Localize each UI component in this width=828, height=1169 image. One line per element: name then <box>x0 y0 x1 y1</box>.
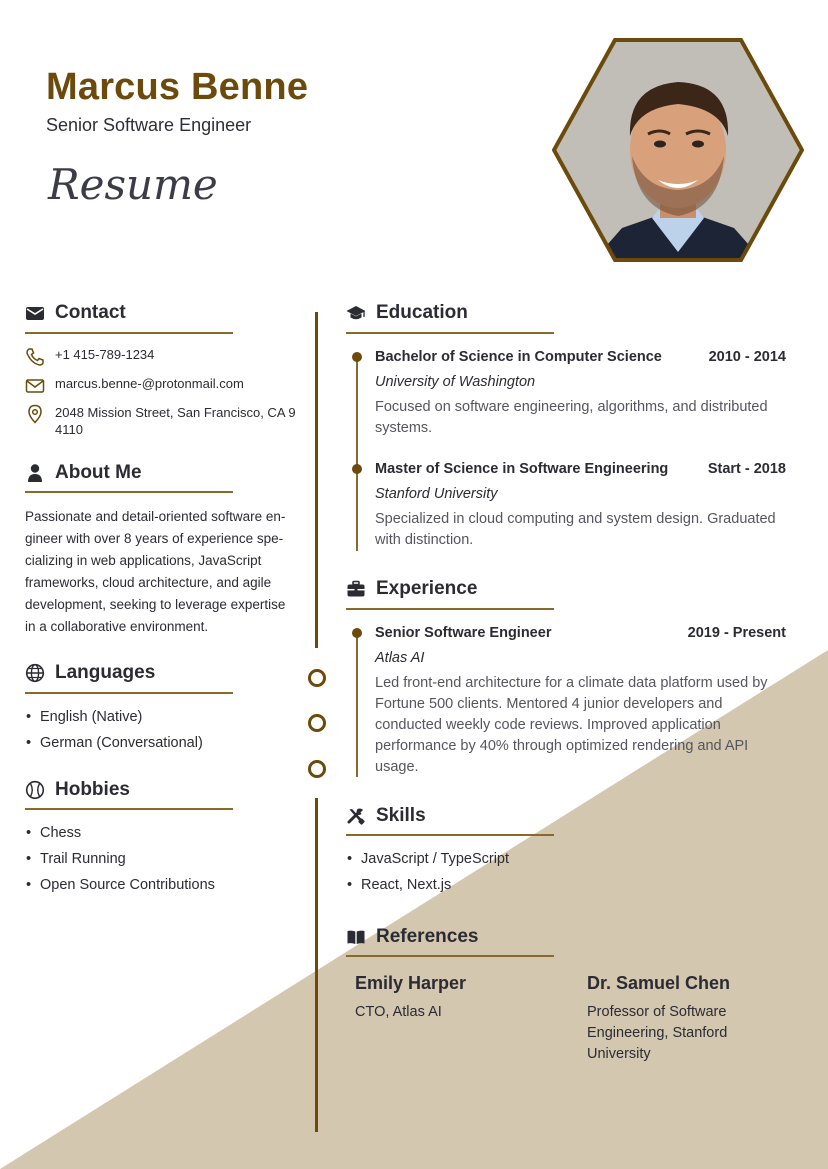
timeline-dot <box>352 464 362 474</box>
skills-heading-label: Skills <box>376 805 426 826</box>
mail-icon <box>25 376 45 396</box>
language-item: • German (Conversational) <box>25 730 203 756</box>
about-text <box>25 506 290 638</box>
languages-rule <box>25 692 233 694</box>
references-heading <box>346 926 478 948</box>
hobbies-rule <box>25 808 233 810</box>
graduation-cap-icon <box>346 303 366 323</box>
contact-phone-row <box>25 347 154 367</box>
candidate-name: Marcus Benne <box>46 66 309 108</box>
hobby-item: • Chess <box>25 820 215 846</box>
reference-name: Emily Harper <box>355 973 467 993</box>
education-desc-line: Focused on software engineering, algorithms, and distributed <box>375 399 768 415</box>
hobbies-heading-label: Hobbies <box>55 779 130 800</box>
reference-card <box>355 973 466 1023</box>
experience-heading <box>346 578 477 600</box>
education-description <box>375 509 795 551</box>
divider-ring <box>308 669 326 687</box>
about-line: in a collaborative environment. <box>25 619 209 634</box>
languages-list <box>25 704 203 756</box>
contact-phone[interactable]: +1 415-789-1234 <box>55 347 155 362</box>
contact-address-line2: 4110 <box>55 422 83 437</box>
about-line: gineer with over 8 years of experience spe- <box>25 531 284 546</box>
contact-heading-label: Contact <box>55 302 126 323</box>
phone-icon <box>25 347 45 367</box>
hobbies-list <box>25 820 215 898</box>
experience-rule <box>346 608 554 610</box>
reference-role <box>355 1002 466 1023</box>
education-heading-label: Education <box>376 302 468 323</box>
reference-role-line: Professor of Software <box>587 1004 727 1020</box>
timeline-dot <box>352 628 362 638</box>
education-desc-line: with distinction. <box>375 532 474 548</box>
experience-desc-line: Led front-end architecture for a climate data platform used by <box>375 675 768 691</box>
book-icon <box>346 927 366 947</box>
map-pin-icon <box>25 404 45 424</box>
experience-company: Atlas AI <box>375 650 425 666</box>
reference-role <box>587 1002 730 1065</box>
education-desc-line: Specialized in cloud computing and system design. Graduated <box>375 511 776 527</box>
profile-photo <box>552 38 804 262</box>
skill-item: • JavaScript / TypeScript <box>346 846 509 872</box>
about-line: development, seeking to leverage expertise <box>25 597 286 612</box>
reference-name: Dr. Samuel Chen <box>587 973 731 993</box>
divider-ring <box>308 714 326 732</box>
skills-heading <box>346 805 426 827</box>
education-heading <box>346 302 468 324</box>
education-description <box>375 397 795 439</box>
hobby-item: • Open Source Contributions <box>25 872 215 898</box>
experience-role: Senior Software Engineer <box>375 625 552 641</box>
skill-item: • React, Next.js <box>346 872 509 898</box>
education-rule <box>346 332 554 334</box>
about-rule <box>25 491 233 493</box>
education-school: Stanford University <box>375 486 498 502</box>
about-heading-label: About Me <box>55 462 142 483</box>
divider-ring <box>308 760 326 778</box>
education-degree: Bachelor of Science in Computer Science <box>375 349 662 365</box>
experience-timeline <box>356 630 358 777</box>
about-heading <box>25 462 142 484</box>
candidate-title: Senior Software Engineer <box>46 115 252 135</box>
about-line: cializing in web applications, JavaScript <box>25 553 262 568</box>
education-dates: 2010 - 2014 <box>708 349 786 365</box>
references-rule <box>346 955 554 957</box>
about-line: frameworks, cloud architecture, and agile <box>25 575 272 590</box>
contact-email[interactable]: marcus.benne-@protonmail.com <box>55 376 244 391</box>
baseball-icon <box>25 780 45 800</box>
contact-rule <box>25 332 233 334</box>
skills-rule <box>346 834 554 836</box>
hobby-item: • Trail Running <box>25 846 215 872</box>
languages-heading-label: Languages <box>55 662 156 683</box>
resume-label: Resume <box>48 160 218 209</box>
education-desc-line: systems. <box>375 420 433 436</box>
contact-address-line1: 2048 Mission Street, San Francisco, CA 9 <box>55 405 296 420</box>
about-line: Passionate and detail-oriented software en- <box>25 509 286 524</box>
experience-heading-label: Experience <box>376 578 478 599</box>
contact-email-row <box>25 376 244 396</box>
experience-desc-line: conducted weekly code reviews. Improved application <box>375 717 721 733</box>
education-dates: Start - 2018 <box>707 461 786 477</box>
experience-desc-line: usage. <box>375 759 419 775</box>
education-school: University of Washington <box>375 374 536 390</box>
education-timeline <box>356 356 358 551</box>
timeline-dot <box>352 352 362 362</box>
contact-heading <box>25 302 126 324</box>
languages-heading <box>25 662 155 684</box>
hobbies-heading <box>25 779 130 801</box>
divider-line-top <box>315 312 318 648</box>
reference-card <box>587 973 730 1065</box>
skills-list <box>346 846 509 898</box>
briefcase-icon <box>346 579 366 599</box>
user-icon <box>25 463 45 483</box>
divider-line-bottom <box>315 798 318 1132</box>
globe-icon <box>25 663 45 683</box>
experience-dates: 2019 - Present <box>687 625 786 641</box>
reference-role-line: CTO, Atlas AI <box>355 1004 442 1020</box>
language-item: • English (Native) <box>25 704 203 730</box>
envelope-icon <box>25 303 45 323</box>
tools-icon <box>346 806 366 826</box>
references-heading-label: References <box>376 926 479 947</box>
experience-desc-line: Fortune 500 clients. Mentored 4 junior developers and <box>375 696 723 712</box>
contact-address-row <box>25 404 296 438</box>
experience-desc-line: performance by 40% through optimized rendering and API <box>375 738 749 754</box>
education-degree: Master of Science in Software Engineering <box>375 461 669 477</box>
reference-role-line: Engineering, Stanford <box>587 1025 728 1041</box>
experience-description <box>375 673 805 778</box>
reference-role-line: University <box>587 1046 651 1062</box>
